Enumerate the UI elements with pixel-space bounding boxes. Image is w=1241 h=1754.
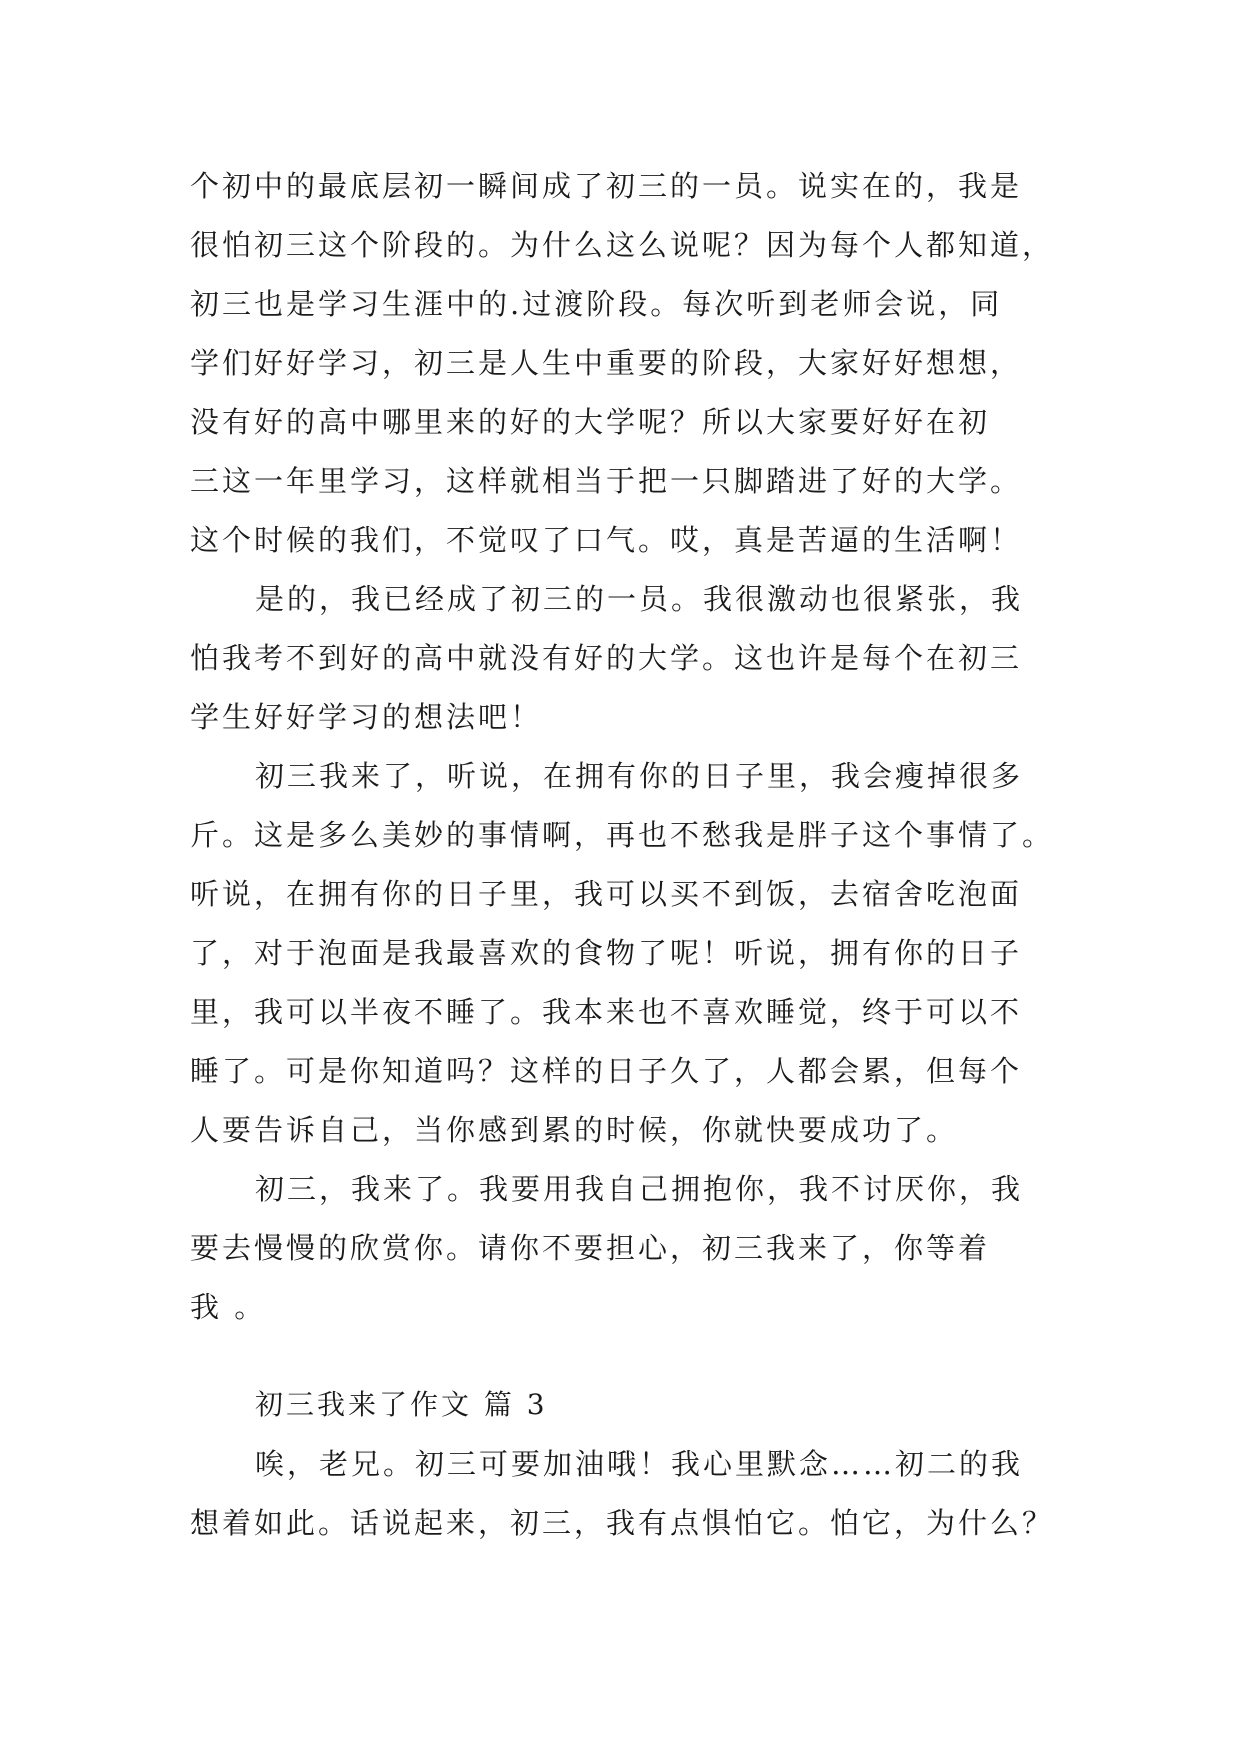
text-line: 斤。这是多么美妙的事情啊，再也不愁我是胖子这个事情了。 (190, 818, 1055, 852)
text-line: 三这一年里学习，这样就相当于把一只脚踏进了好的大学。 (190, 464, 1023, 498)
text-line: 想着如此。话说起来，初三，我有点惧怕它。怕它，为什么？ (190, 1506, 1055, 1540)
text-line: 没有好的高中哪里来的好的大学呢？所以大家要好好在初 (190, 405, 991, 439)
text-line: 这个时候的我们，不觉叹了口气。哎，真是苦逼的生活啊！ (190, 523, 1023, 557)
text-line: 睡了。可是你知道吗？这样的日子久了，人都会累，但每个 (190, 1054, 1023, 1088)
text-line: 初三也是学习生涯中的.过渡阶段。每次听到老师会说，同 (190, 287, 1003, 321)
paragraph-first-line: 唉，老兄。初三可要加油哦！我心里默念……初二的我 (255, 1447, 1024, 1481)
text-line: 我 。 (190, 1290, 267, 1324)
text-line: 个初中的最底层初一瞬间成了初三的一员。说实在的，我是 (190, 169, 1023, 203)
text-line: 了，对于泡面是我最喜欢的食物了呢！听说，拥有你的日子 (190, 936, 1023, 970)
text-line: 要去慢慢的欣赏你。请你不要担心，初三我来了，你等着 (190, 1231, 991, 1265)
text-line: 听说，在拥有你的日子里，我可以买不到饭，去宿舍吃泡面 (190, 877, 1023, 911)
text-line: 学们好好学习，初三是人生中重要的阶段，大家好好想想， (190, 346, 1023, 380)
text-line: 学生好好学习的想法吧！ (190, 700, 543, 734)
paragraph-first-line: 是的，我已经成了初三的一员。我很激动也很紧张，我 (255, 582, 1024, 616)
paragraph-first-line: 初三我来了，听说，在拥有你的日子里，我会瘦掉很多 (255, 759, 1024, 793)
text-line: 人要告诉自己，当你感到累的时候，你就快要成功了。 (190, 1113, 959, 1147)
paragraph-first-line: 初三，我来了。我要用我自己拥抱你，我不讨厌你，我 (255, 1172, 1024, 1206)
text-line: 很怕初三这个阶段的。为什么这么说呢？因为每个人都知道， (190, 228, 1055, 262)
text-line: 怕我考不到好的高中就没有好的大学。这也许是每个在初三 (190, 641, 1023, 675)
section-heading: 初三我来了作文 篇 3 (255, 1388, 548, 1421)
text-line: 里，我可以半夜不睡了。我本来也不喜欢睡觉，终于可以不 (190, 995, 1023, 1029)
